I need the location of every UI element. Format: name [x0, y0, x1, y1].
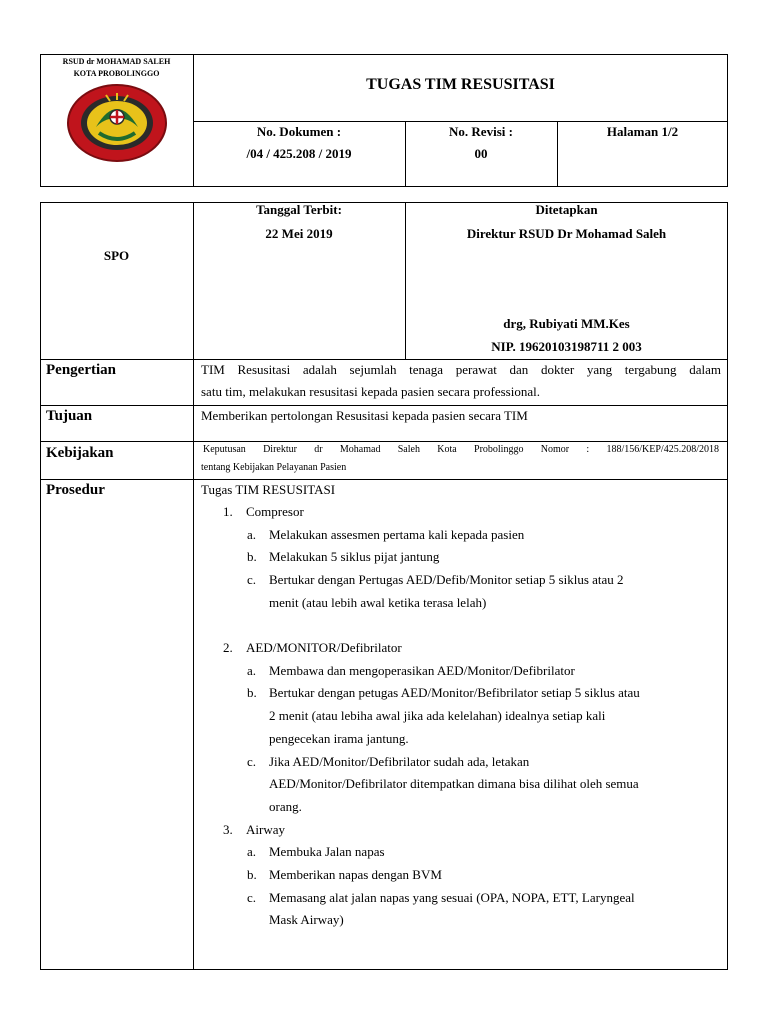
- step-1c-text-line1: Bertukar dengan Pertugas AED/Defib/Monitor setiap 5 siklus atau 2: [269, 572, 624, 587]
- hospital-seal-icon: [66, 83, 168, 163]
- step-2a-text: Membawa dan mengoperasikan AED/Monitor/Defibrilator: [269, 663, 575, 678]
- step-3c-text-line2: Mask Airway): [269, 912, 344, 927]
- step-2b-text-line2: 2 menit (atau lebiha awal jika ada kelelahan) idealnya setiap kali: [269, 708, 606, 723]
- step-3c-marker: c.: [247, 890, 257, 905]
- step-2c-text-line3: orang.: [269, 799, 302, 814]
- step-2b-marker: b.: [247, 685, 257, 700]
- doc-number-value: /04 / 425.208 / 2019: [246, 146, 352, 161]
- step-3b-text: Memberikan napas dengan BVM: [269, 867, 442, 882]
- document-title: TUGAS TIM RESUSITASI: [366, 76, 555, 93]
- step-1c-marker: c.: [247, 572, 257, 587]
- revision-value: 00: [474, 146, 488, 161]
- step-2b-text-line3: pengecekan irama jantung.: [269, 731, 409, 746]
- step-3-title: Airway: [246, 822, 285, 837]
- spo-label: SPO: [103, 248, 130, 263]
- step-1-title: Compresor: [246, 504, 304, 519]
- doc-number-label: No. Dokumen :: [256, 124, 342, 139]
- pengertian-text-line1: TIM Resusitasi adalah sejumlah tenaga perawat dan dokter yang tergabung dalam: [201, 362, 721, 377]
- tujuan-text: Memberikan pertolongan Resusitasi kepada pasien secara TIM: [201, 408, 528, 423]
- step-2c-marker: c.: [247, 754, 257, 769]
- prosedur-intro: Tugas TIM RESUSITASI: [201, 482, 336, 497]
- step-2-number: 2.: [223, 640, 233, 655]
- pengertian-text-line2: satu tim, melakukan resusitasi kepada pasien secara professional.: [201, 384, 540, 399]
- step-1b-text: Melakukan 5 siklus pijat jantung: [269, 549, 440, 564]
- step-2c-text-line1: Jika AED/Monitor/Defibrilator sudah ada, letakan: [269, 754, 530, 769]
- step-2a-marker: a.: [247, 663, 257, 678]
- header-divider-title: [193, 121, 728, 122]
- step-3b-marker: b.: [247, 867, 257, 882]
- row-divider-tujuan: [40, 441, 728, 442]
- step-1-number: 1.: [223, 504, 233, 519]
- kebijakan-text-line1: Keputusan Direktur dr Mohamad Saleh Kota Probolinggo Nomor : 188/156/KEP/425.208/2018: [203, 444, 719, 455]
- step-3-number: 3.: [223, 822, 233, 837]
- kebijakan-text-line2: tentang Kebijakan Pelayanan Pasien: [201, 462, 347, 473]
- row-divider-spo: [40, 359, 728, 360]
- issue-date-value: 22 Mei 2019: [265, 226, 333, 241]
- kebijakan-label: Kebijakan: [46, 445, 114, 461]
- step-3a-text: Membuka Jalan napas: [269, 844, 385, 859]
- step-1c-text-line2: menit (atau lebih awal ketika terasa lelah): [269, 595, 487, 610]
- step-2c-text-line2: AED/Monitor/Defibrilator ditempatkan dimana bisa dilihat oleh semua: [269, 776, 639, 791]
- prosedur-label: Prosedur: [46, 482, 105, 498]
- revision-label: No. Revisi :: [449, 124, 513, 139]
- hospital-city: KOTA PROBOLINGGO: [73, 69, 160, 78]
- set-by-label: Ditetapkan: [535, 202, 598, 217]
- step-2b-text-line1: Bertukar dengan petugas AED/Monitor/Befibrilator setiap 5 siklus atau: [269, 685, 640, 700]
- label-column-divider: [193, 202, 194, 970]
- step-1a-text: Melakukan assesmen pertama kali kepada pasien: [269, 527, 525, 542]
- issue-date-label: Tanggal Terbit:: [256, 202, 342, 217]
- row-divider-kebijakan: [40, 479, 728, 480]
- signer-nip: NIP. 19620103198711 2 003: [491, 339, 642, 354]
- set-by-title: Direktur RSUD Dr Mohamad Saleh: [466, 226, 667, 241]
- page-indicator: Halaman 1/2: [606, 124, 679, 139]
- step-1b-marker: b.: [247, 549, 257, 564]
- pengertian-label: Pengertian: [46, 362, 116, 378]
- step-1a-marker: a.: [247, 527, 257, 542]
- row-divider-pengertian: [40, 405, 728, 406]
- hospital-name: RSUD dr MOHAMAD SALEH: [62, 57, 171, 66]
- step-2-title: AED/MONITOR/Defibrilator: [246, 640, 402, 655]
- step-3a-marker: a.: [247, 844, 257, 859]
- step-3c-text-line1: Memasang alat jalan napas yang sesuai (OPA, NOPA, ETT, Laryngeal: [269, 890, 635, 905]
- tujuan-label: Tujuan: [46, 408, 93, 424]
- signer-name: drg, Rubiyati MM.Kes: [503, 316, 630, 331]
